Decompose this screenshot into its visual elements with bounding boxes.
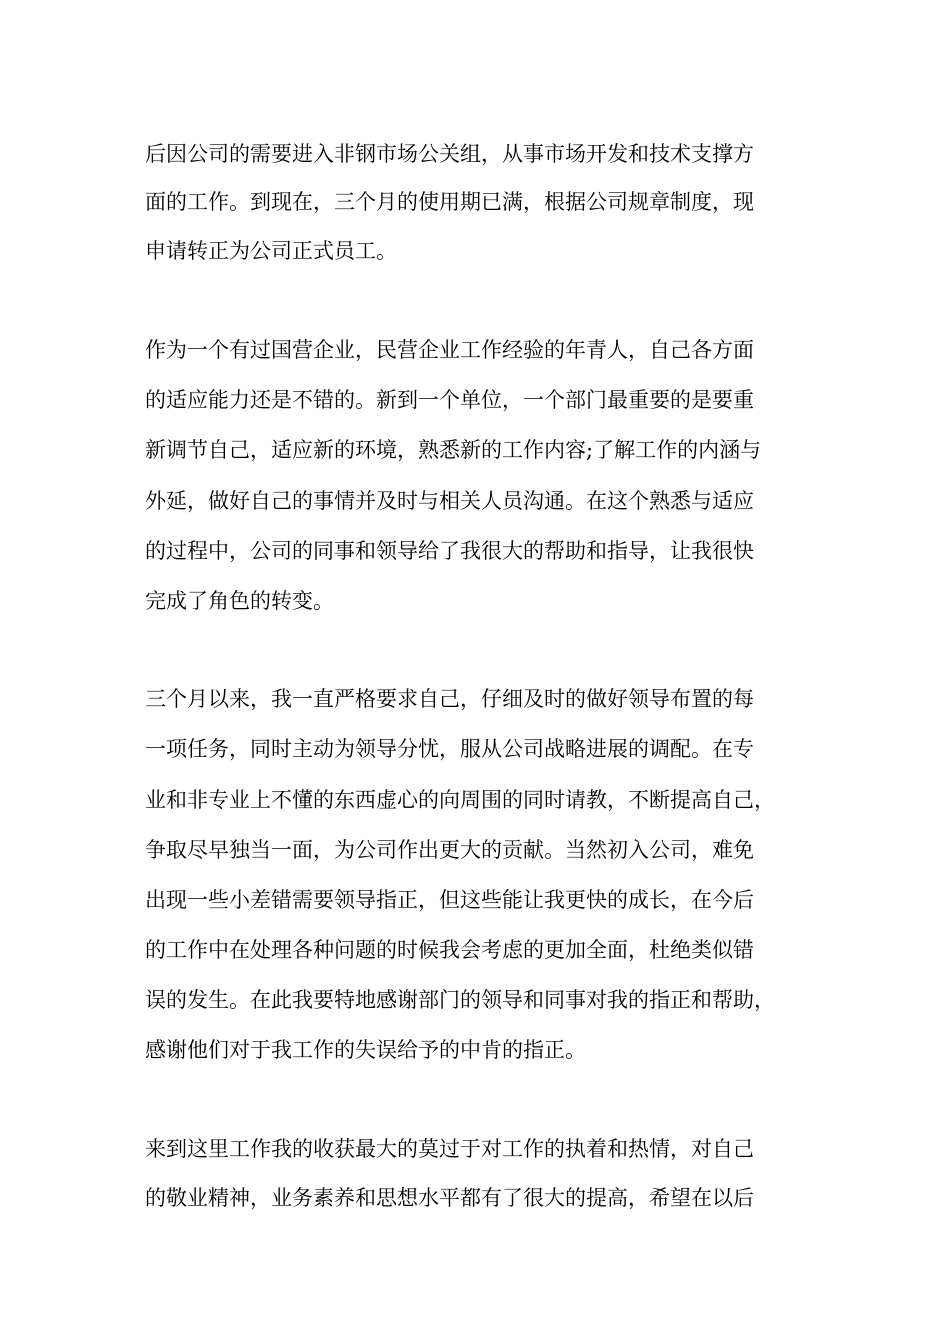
- paragraph-line: 感谢他们对于我工作的失误给予的中肯的指正。: [145, 1038, 586, 1062]
- paragraph-line: 业和非专业上不懂的东西虚心的向周围的同时请教，不断提高自己，: [145, 788, 775, 812]
- paragraph-line: 外延，做好自己的事情并及时与相关人员沟通。在这个熟悉与适应: [145, 489, 754, 513]
- paragraph-line: 面的工作。到现在，三个月的使用期已满，根据公司规章制度，现: [145, 190, 754, 214]
- paragraph-line: 作为一个有过国营企业，民营企业工作经验的年青人，自己各方面: [145, 338, 754, 362]
- paragraph-line: 的敬业精神，业务素养和思想水平都有了很大的提高，希望在以后: [145, 1186, 754, 1210]
- paragraph-line: 申请转正为公司正式员工。: [145, 239, 397, 263]
- paragraph-line: 三个月以来，我一直严格要求自己，仔细及时的做好领导布置的每: [145, 687, 754, 711]
- paragraph-line: 出现一些小差错需要领导指正，但这些能让我更快的成长，在今后: [145, 888, 754, 912]
- paragraph-line: 的适应能力还是不错的。新到一个单位，一个部门最重要的是要重: [145, 388, 754, 412]
- paragraph-line: 一项任务，同时主动为领导分忧，服从公司战略进展的调配。在专: [145, 737, 754, 761]
- paragraph-line: 后因公司的需要进入非钢市场公关组，从事市场开发和技术支撑方: [145, 142, 754, 166]
- paragraph-line: 争取尽早独当一面，为公司作出更大的贡献。当然初入公司，难免: [145, 838, 754, 862]
- paragraph-line: 完成了角色的转变。: [145, 589, 334, 613]
- paragraph-line: 的过程中，公司的同事和领导给了我很大的帮助和指导，让我很快: [145, 539, 754, 563]
- paragraph-line: 新调节自己，适应新的环境，熟悉新的工作内容;了解工作的内涵与: [145, 438, 762, 462]
- paragraph-line: 的工作中在处理各种问题的时候我会考虑的更加全面，杜绝类似错: [145, 938, 754, 962]
- paragraph-line: 误的发生。在此我要特地感谢部门的领导和同事对我的指正和帮助，: [145, 988, 775, 1012]
- paragraph-line: 来到这里工作我的收获最大的莫过于对工作的执着和热情，对自己: [145, 1137, 754, 1161]
